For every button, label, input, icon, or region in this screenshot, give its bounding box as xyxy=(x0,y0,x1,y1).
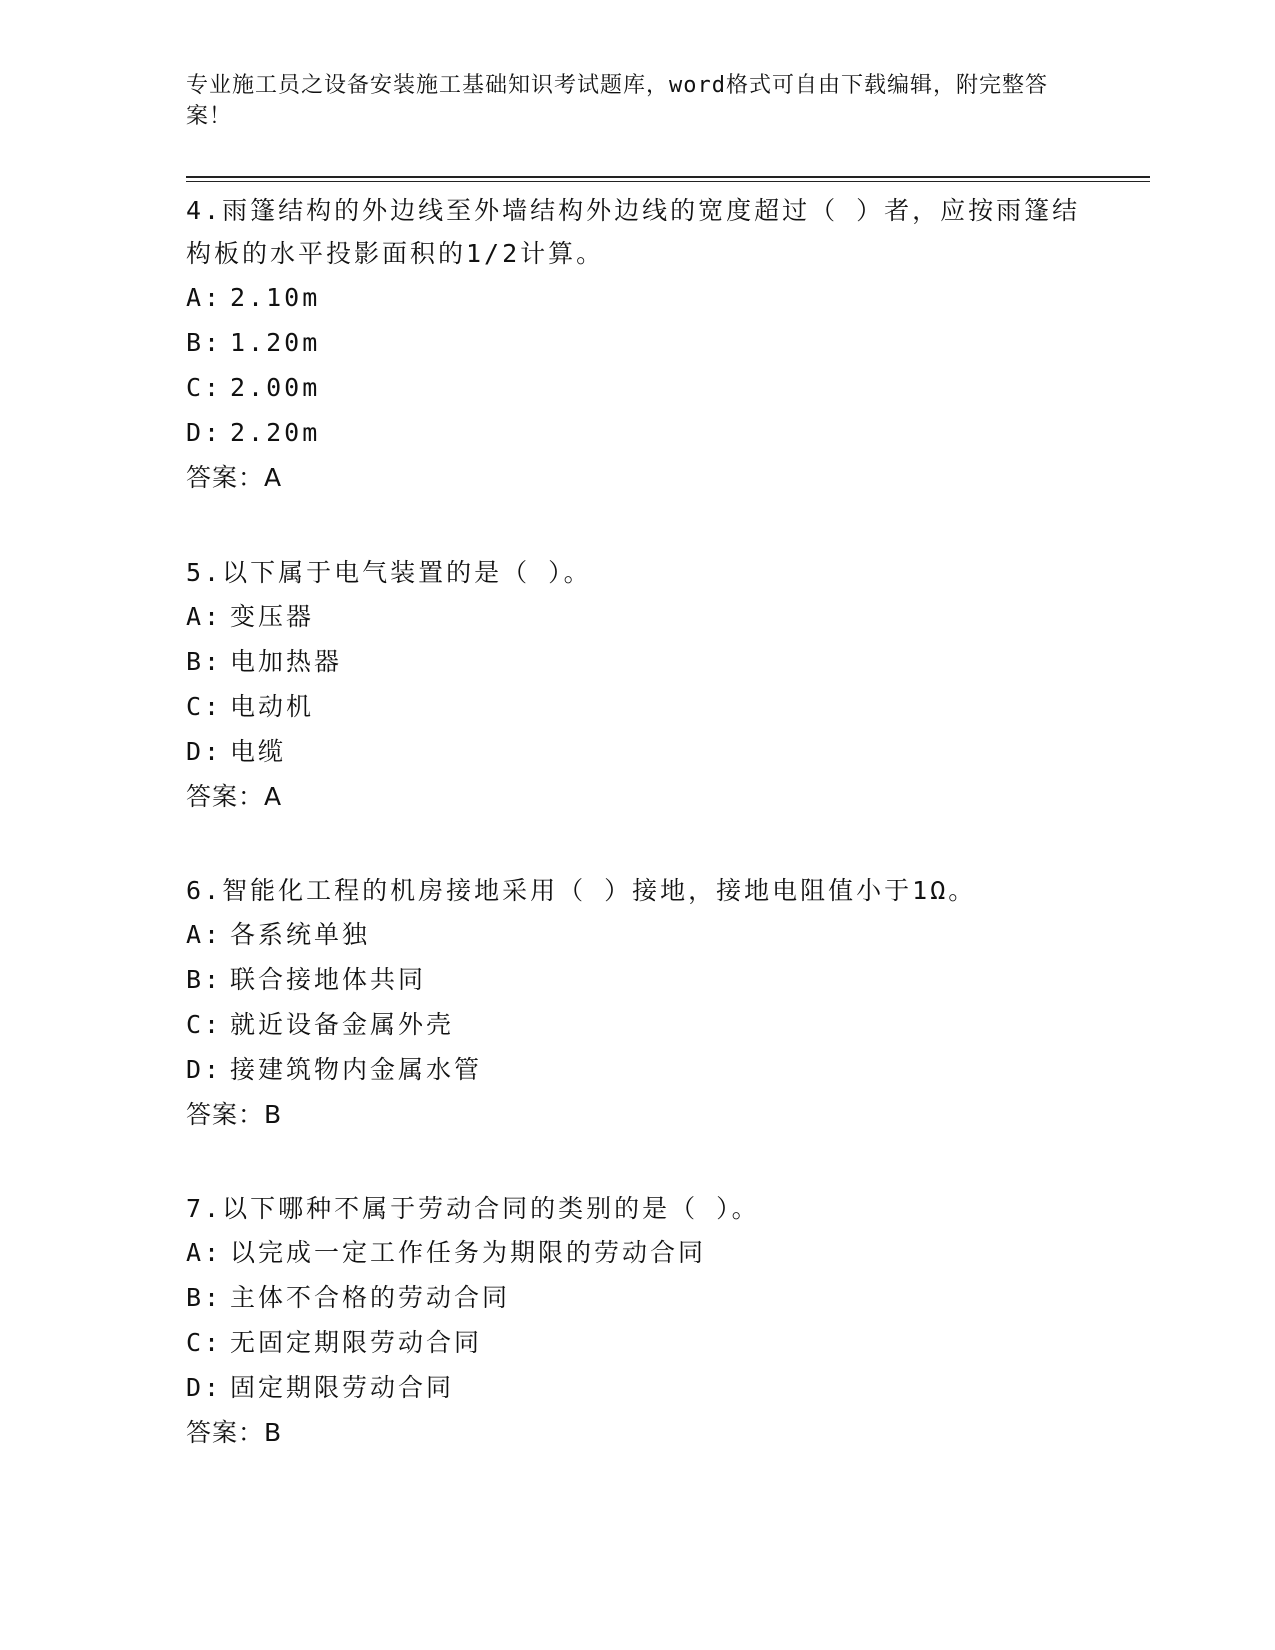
option-letter: A: xyxy=(186,920,223,949)
option-text: 2.20m xyxy=(230,418,321,447)
option-c xyxy=(186,684,1086,729)
option-letter: D: xyxy=(186,418,223,447)
option-text: 联合接地体共同 xyxy=(230,965,427,994)
option-letter: C: xyxy=(186,1328,223,1357)
option-c xyxy=(186,365,1086,410)
option-d xyxy=(186,410,1086,455)
question-stem: 5.以下属于电气装置的是（ ）。 xyxy=(186,558,592,587)
question-stem: 7.以下哪种不属于劳动合同的类别的是（ ）。 xyxy=(186,1194,760,1223)
question-7 xyxy=(186,1187,1086,1455)
answer-line: 答案：B xyxy=(186,1100,283,1129)
option-letter: D: xyxy=(186,1373,223,1402)
option-b xyxy=(186,957,1086,1002)
question-stem: 4.雨篷结构的外边线至外墙结构外边线的宽度超过（ ）者，应按雨篷结构板的水平投影面积的1/2计算。 xyxy=(186,196,1081,268)
header-divider-thin xyxy=(186,181,1150,182)
option-letter: B: xyxy=(186,1283,223,1312)
option-letter: A: xyxy=(186,1238,223,1267)
option-letter: C: xyxy=(186,1010,223,1039)
answer-line: 答案：A xyxy=(186,782,283,811)
answer-line: 答案：A xyxy=(186,463,283,492)
option-letter: B: xyxy=(186,328,223,357)
option-letter: A: xyxy=(186,283,223,312)
option-d xyxy=(186,1047,1086,1092)
option-letter: C: xyxy=(186,373,223,402)
option-text: 接建筑物内金属水管 xyxy=(230,1055,483,1084)
option-text: 电加热器 xyxy=(230,647,343,676)
option-letter: D: xyxy=(186,737,223,766)
option-b xyxy=(186,320,1086,365)
document-intro: 专业施工员之设备安装施工基础知识考试题库，word格式可自由下载编辑，附完整答案！ xyxy=(186,73,1048,129)
option-text: 变压器 xyxy=(230,602,315,631)
option-b xyxy=(186,639,1086,684)
option-text: 以完成一定工作任务为期限的劳动合同 xyxy=(230,1238,707,1267)
option-a xyxy=(186,912,1086,957)
option-letter: B: xyxy=(186,647,223,676)
option-letter: D: xyxy=(186,1055,223,1084)
question-5 xyxy=(186,551,1086,819)
option-text: 固定期限劳动合同 xyxy=(230,1373,455,1402)
option-text: 无固定期限劳动合同 xyxy=(230,1328,483,1357)
option-c xyxy=(186,1320,1086,1365)
option-d xyxy=(186,1365,1086,1410)
option-text: 电动机 xyxy=(230,692,315,721)
option-letter: A: xyxy=(186,602,223,631)
question-stem: 6.智能化工程的机房接地采用（ ）接地，接地电阻值小于1Ω。 xyxy=(186,876,977,905)
option-d xyxy=(186,729,1086,774)
option-letter: C: xyxy=(186,692,223,721)
option-text: 2.10m xyxy=(230,283,321,312)
option-text: 电缆 xyxy=(230,737,287,766)
option-text: 2.00m xyxy=(230,373,321,402)
question-6 xyxy=(186,869,1086,1137)
option-a xyxy=(186,1230,1086,1275)
option-text: 各系统单独 xyxy=(230,920,371,949)
option-text: 主体不合格的劳动合同 xyxy=(230,1283,511,1312)
option-letter: B: xyxy=(186,965,223,994)
answer-line: 答案：B xyxy=(186,1418,283,1447)
option-c xyxy=(186,1002,1086,1047)
header-divider-thick xyxy=(186,176,1150,178)
option-text: 1.20m xyxy=(230,328,321,357)
option-a xyxy=(186,275,1086,320)
option-a xyxy=(186,594,1086,639)
option-text: 就近设备金属外壳 xyxy=(230,1010,455,1039)
option-b xyxy=(186,1275,1086,1320)
question-4 xyxy=(186,189,1086,500)
